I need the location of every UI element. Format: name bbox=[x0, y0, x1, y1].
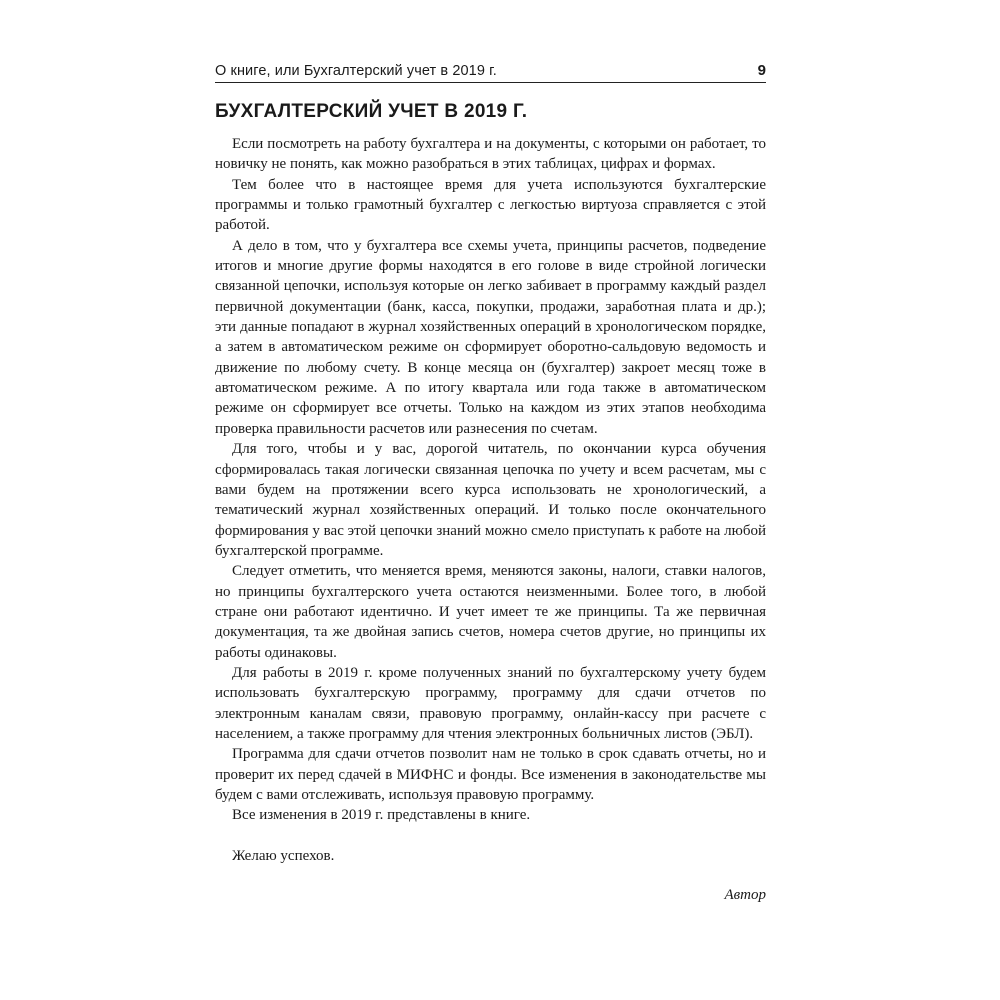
paragraph: Следует отметить, что меняется время, меняются законы, налоги, ставки налогов, но принципы бухгалтерского учета остаются неизменными. Более того, в любой стране они работают идентично. И учет имеет те же принципы. Та же первичная документация, та же двойная запись счетов, номера счетов другие, но принципы их работы одинаковы. bbox=[215, 563, 766, 661]
paragraph: Тем более что в настоящее время для учета используются бухгалтерские программы и только грамотный бухгалтер с легкостью виртуоза справляется с этой работой. bbox=[215, 176, 766, 234]
closing-line: Желаю успехов. bbox=[232, 847, 335, 864]
running-title: О книге, или Бухгалтерский учет в 2019 г. bbox=[215, 63, 497, 79]
page-number: 9 bbox=[757, 62, 766, 79]
chapter-title: БУХГАЛТЕРСКИЙ УЧЕТ В 2019 Г. bbox=[215, 101, 528, 122]
paragraph: Если посмотреть на работу бухгалтера и на документы, с которыми он работает, то новичку не понять, как можно разобраться в этих таблицах, цифрах и формах. bbox=[215, 136, 766, 173]
paragraph: Для того, чтобы и у вас, дорогой читатель, по окончании курса обучения сформировалась такая логически связанная цепочка по учету и всем расчетам, мы с вами будем на протяжении всего курса использовать не хронологический, а тематический журнал хозяйственных операций. И только после окончательного формирования у вас этой цепочки знаний можно смело приступать к работе на любой бухгалтерской программе. bbox=[215, 441, 766, 559]
body-text bbox=[215, 134, 766, 826]
author-signature: Автор bbox=[724, 886, 766, 903]
paragraph: Для работы в 2019 г. кроме полученных знаний по бухгалтерскому учету будем использовать бухгалтерскую программу, программу для сдачи отчетов по электронным каналам связи, правовую программу, онлайн-кассу при расчете с населением, а также программу для чтения электронных больничных листов (ЭБЛ). bbox=[215, 664, 766, 742]
book-page bbox=[215, 62, 766, 904]
paragraph: Все изменения в 2019 г. представлены в книге. bbox=[232, 807, 531, 824]
paragraph: А дело в том, что у бухгалтера все схемы учета, принципы расчетов, подведение итогов и многие другие формы находятся в его голове в виде стройной логически связанной цепочки, используя которые он легко забивает в программу каждый раздел первичной документации (банк, касса, покупки, продажи, заработная плата и др.); эти данные попадают в журнал хозяйственных операций в хронологическом порядке, а затем в автоматическом режиме он сформирует оборотно-сальдовую ведомость и движение по любому счету. В конце месяца он (бухгалтер) закроет месяц тоже в автоматическом режиме. А по итогу квартала или года также в автоматическом режиме он сформирует все отчеты. Только на каждом из этих этапов необходима проверка правильности расчетов или разнесения по счетам. bbox=[215, 237, 766, 437]
paragraph: Программа для сдачи отчетов позволит нам не только в срок сдавать отчеты, но и проверит их перед сдачей в МИФНС и фонды. Все изменения в законодательстве мы будем с вами отслеживать, используя правовую программу. bbox=[215, 746, 766, 803]
running-head bbox=[215, 62, 766, 83]
